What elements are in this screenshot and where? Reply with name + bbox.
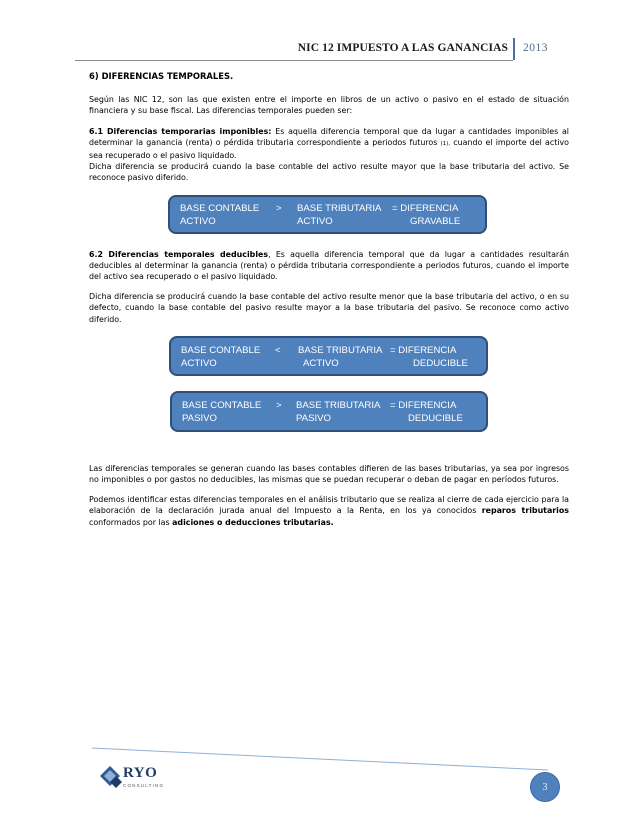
box2-col2-line1: BASE TRIBUTARIA	[298, 344, 383, 356]
box3-operator: >	[276, 399, 282, 411]
additions-deductions-term: adiciones o deducciones tributarias.	[172, 517, 334, 527]
box2-col1-line2: ACTIVO	[181, 357, 217, 369]
box1-col1-line1: BASE CONTABLE	[180, 202, 260, 214]
box1-col3-line1: = DIFERENCIA	[392, 202, 459, 214]
section-heading: 6) DIFERENCIAS TEMPORALES.	[89, 71, 234, 81]
closing-text-c: conformados por las	[89, 517, 173, 527]
box1-col1-line2: ACTIVO	[180, 215, 216, 227]
taxable-differences-text: Es aquella diferencia temporal que da lugar a cantidades imponibles al determinar la ganancia (renta) o pérdida tributaria correspondiente a periodos futuros	[89, 126, 569, 147]
closing-paragraph-1: Las diferencias temporales se generan cuando las bases contables difieren de las bases tributarias, ya sea por ingresos no imponibles o por gastos no deducibles, las mismas que se puedan recuperar o deban de pagar en períodos futuros.	[89, 463, 569, 485]
footnote-reference: (1),	[440, 140, 451, 147]
box2-col3-line2: DEDUCIBLE	[413, 357, 468, 369]
deductible-differences-title: 6.2 Diferencias temporales deducibles	[89, 249, 269, 259]
taxable-differences-title: 6.1 Diferencias temporarias imponibles:	[89, 126, 272, 136]
box3-col3-line2: DEDUCIBLE	[408, 412, 463, 424]
box2-col3-line1: = DIFERENCIA	[390, 344, 457, 356]
box1-col3-line2: GRAVABLE	[410, 215, 461, 227]
box3-col3-line1: = DIFERENCIA	[390, 399, 457, 411]
closing-text-a: Podemos identificar estas diferencias temporales en el análisis tributario que se realiza al cierre de cada ejercicio para la elaboración de la declaración jurada anual del Impuesto a la Renta, en los ya conocidos	[89, 495, 569, 516]
box2-operator: <	[275, 344, 281, 356]
box2-col2-line2: ACTIVO	[303, 357, 339, 369]
box2-col1-line1: BASE CONTABLE	[181, 344, 261, 356]
page-number-badge: 3	[530, 772, 560, 802]
box1-col2-line1: BASE TRIBUTARIA	[297, 202, 382, 214]
company-logo	[90, 762, 180, 794]
box3-col1-line2: PASIVO	[182, 412, 218, 424]
box1-operator: >	[276, 202, 282, 214]
box1-col2-line2: ACTIVO	[297, 215, 333, 227]
taxable-differences-text-2: cuando el importe del activo sea recuperado o el pasivo liquidado.	[89, 137, 570, 161]
header-year: 2013	[523, 42, 548, 54]
deductible-differences-text: , Es aquella diferencia temporal que da lugar a cantidades resultarán deducibles al determinar la ganancia (renta) o pérdida tributaria correspondiente a periodos futuros, cuando el importe del activo sea recuperado o el pasivo liquidado.	[89, 249, 569, 282]
deferred-asset-paragraph: Dicha diferencia se producirá cuando la base contable del activo resulte menor que la base tributaria del activo, o en su defecto, cuando la base contable del pasivo resulte mayor a la base tributaria del pasivo. Se reconoce como activo diferido.	[89, 292, 569, 324]
box3-col1-line1: BASE CONTABLE	[182, 399, 262, 411]
header-title: NIC 12 IMPUESTO A LAS GANANCIAS	[297, 42, 508, 54]
intro-paragraph: Según las NIC 12, son las que existen entre el importe en libros de un activo o pasivo en el estado de situación financiera y su base fiscal. Las diferencias temporales pueden ser:	[89, 95, 569, 116]
logo-text: RYO	[123, 765, 158, 781]
box3-col2-line1: BASE TRIBUTARIA	[296, 399, 381, 411]
deferred-liability-paragraph: Dicha diferencia se producirá cuando la base contable del activo resulte mayor que la base tributaria del activo. Se reconoce pasivo diferido.	[89, 162, 569, 183]
tax-adjustments-term: reparos tributarios	[481, 506, 569, 516]
box3-col2-line2: PASIVO	[296, 412, 332, 424]
logo-subtext: CONSULTING	[123, 783, 165, 788]
